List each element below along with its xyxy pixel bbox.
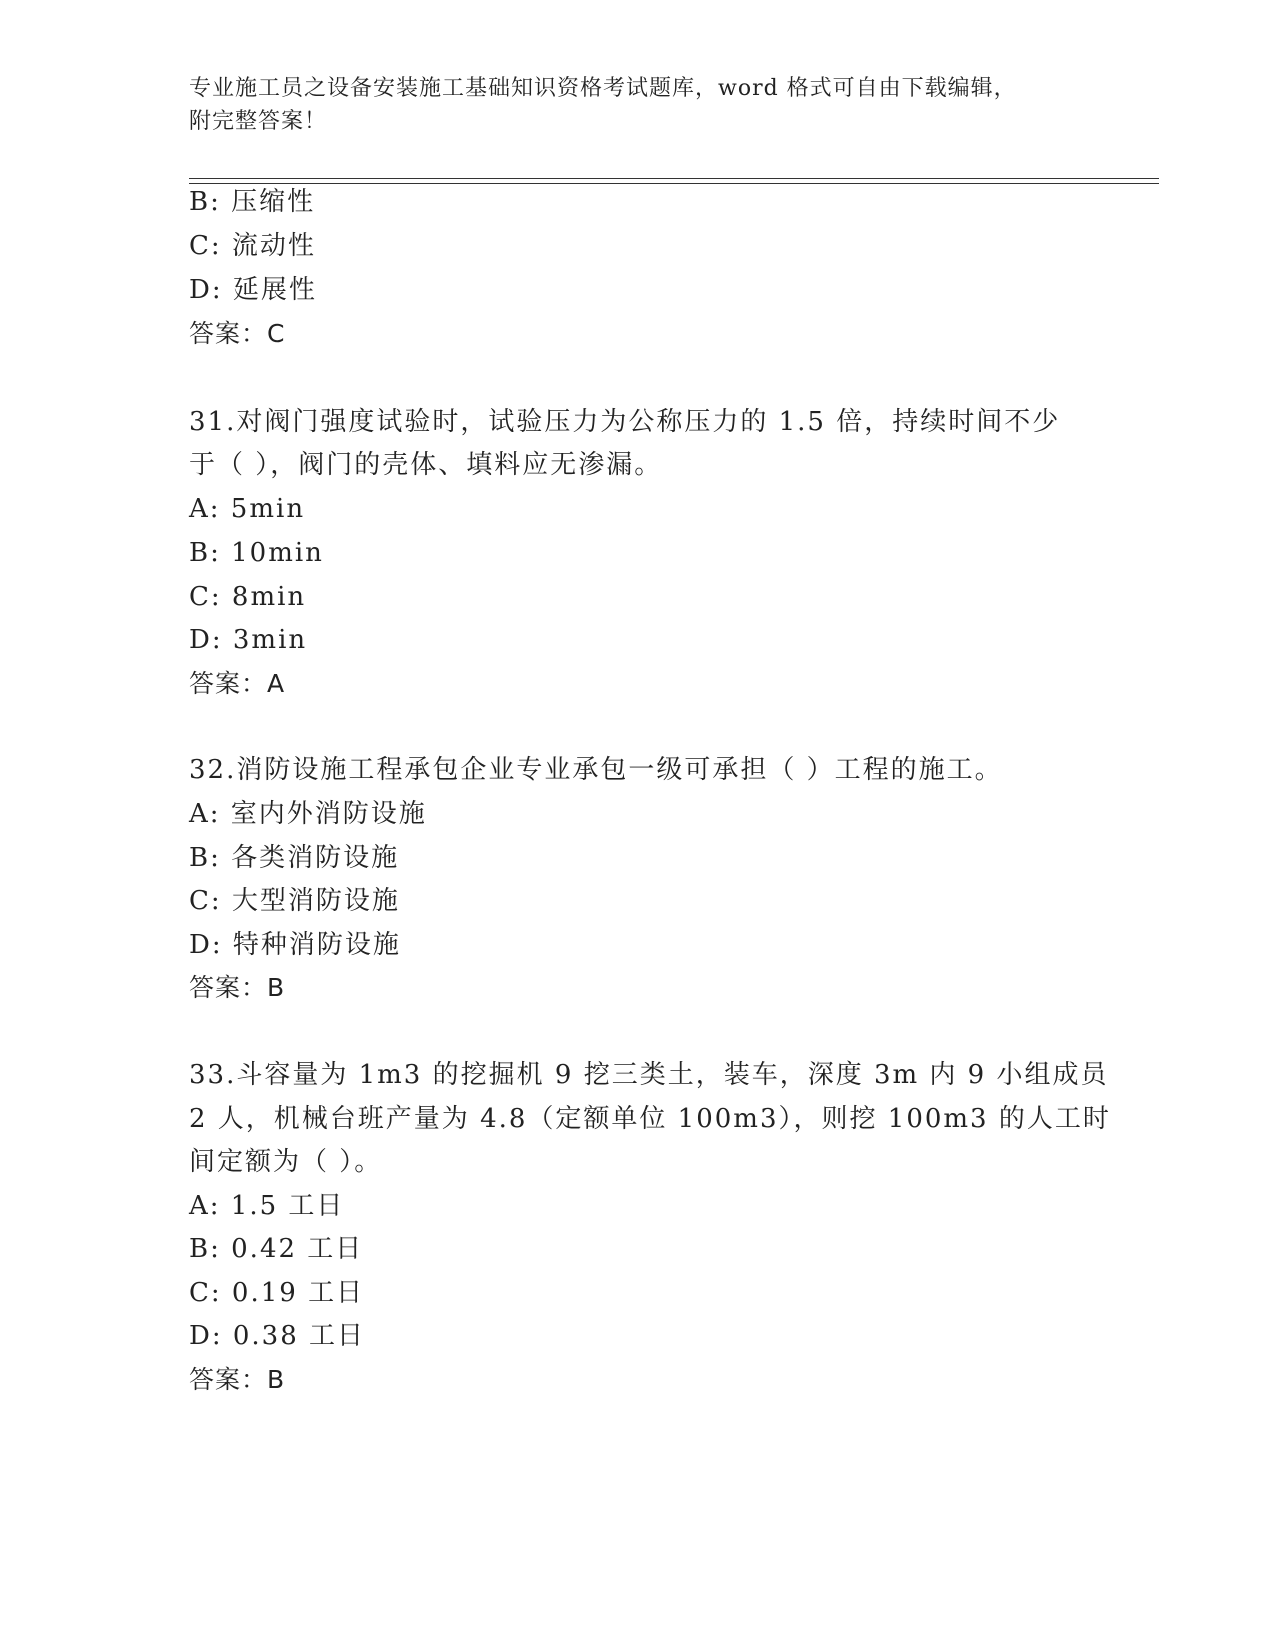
question-33-option-d: D: 0.38 工日 xyxy=(189,1321,366,1351)
question-31-answer: 答案：A xyxy=(189,669,286,698)
header-divider-bottom xyxy=(189,183,1159,184)
question-31-stem-line-2: 于（ ），阀门的壳体、填料应无渗漏。 xyxy=(189,450,663,480)
header-line-1: 专业施工员之设备安装施工基础知识资格考试题库，word 格式可自由下载编辑， xyxy=(189,76,1017,101)
question-33-stem-line-3: 间定额为（ ）。 xyxy=(189,1147,383,1177)
option-b: B: 压缩性 xyxy=(189,187,316,217)
question-32-stem-line-1: 32.消防设施工程承包企业专业承包一级可承担（ ）工程的施工。 xyxy=(189,755,1003,785)
question-32-option-c: C: 大型消防设施 xyxy=(189,886,400,916)
question-33-stem-line-1: 33.斗容量为 1m3 的挖掘机 9 挖三类土，装车，深度 3m 内 9 小组成员 xyxy=(189,1060,1109,1090)
question-32-option-a: A: 室内外消防设施 xyxy=(189,799,427,829)
question-33-option-b: B: 0.42 工日 xyxy=(189,1234,364,1264)
option-c: C: 流动性 xyxy=(189,231,316,261)
question-31-option-b: B: 10min xyxy=(189,538,324,568)
answer-line: 答案：C xyxy=(189,319,286,348)
document-header xyxy=(189,72,1089,138)
header-divider-top xyxy=(189,178,1159,179)
question-33-answer: 答案：B xyxy=(189,1365,286,1394)
question-31-option-c: C: 8min xyxy=(189,582,307,612)
option-d: D: 延展性 xyxy=(189,275,317,305)
question-33-stem-line-2: 2 人，机械台班产量为 4.8（定额单位 100m3），则挖 100m3 的人工时 xyxy=(189,1104,1111,1134)
question-32-option-b: B: 各类消防设施 xyxy=(189,843,400,873)
question-31-stem-line-1: 31.对阀门强度试验时，试验压力为公称压力的 1.5 倍，持续时间不少 xyxy=(189,407,1061,437)
question-31-option-d: D: 3min xyxy=(189,625,308,655)
header-line-2: 附完整答案！ xyxy=(189,109,328,134)
question-33-option-a: A: 1.5 工日 xyxy=(189,1191,345,1221)
question-32-answer: 答案：B xyxy=(189,973,286,1002)
question-31-option-a: A: 5min xyxy=(189,494,306,524)
question-32-option-d: D: 特种消防设施 xyxy=(189,930,401,960)
question-33-option-c: C: 0.19 工日 xyxy=(189,1278,365,1308)
